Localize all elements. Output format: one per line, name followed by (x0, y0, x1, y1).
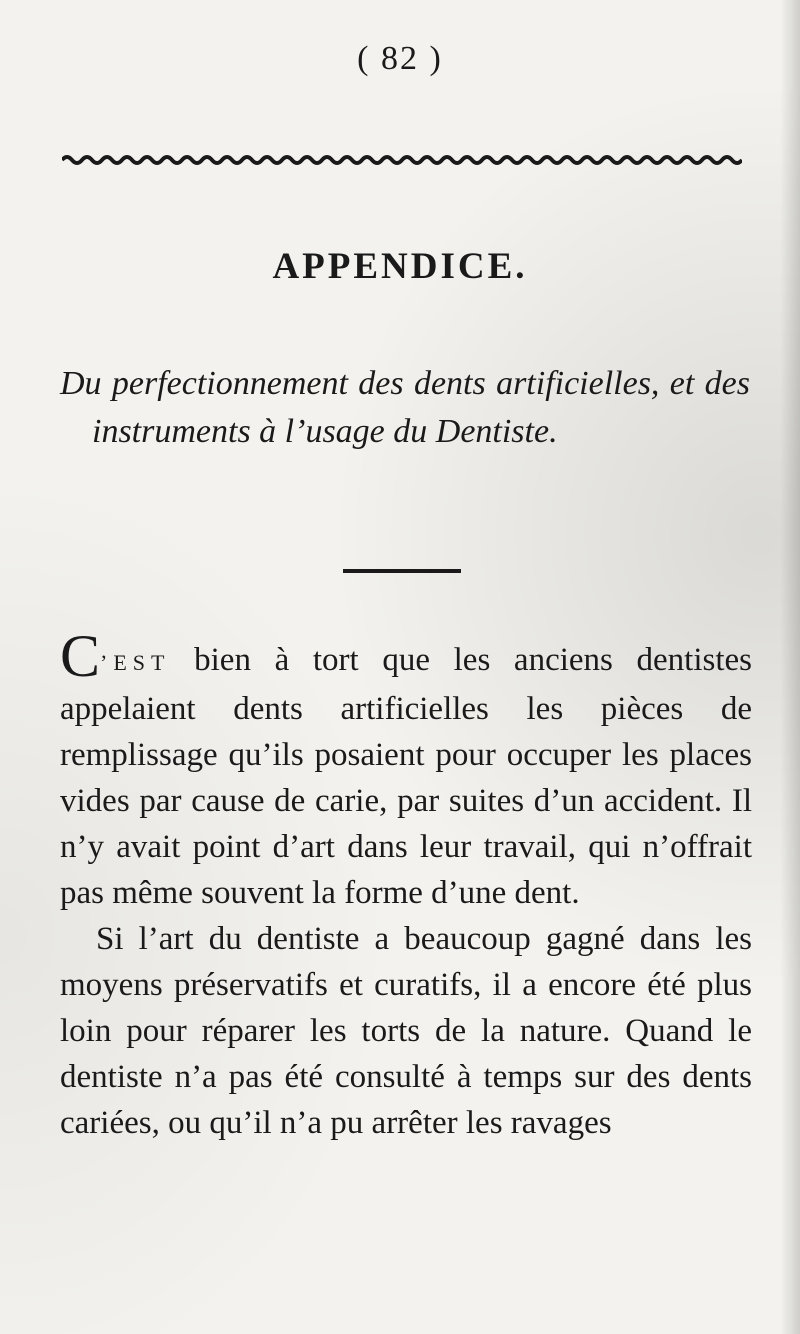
paragraph-1 (60, 623, 752, 916)
short-rule (343, 569, 461, 573)
subtitle-text: Du perfectionnement des dents artificielles, et des instruments à l’usage du Dentiste. (60, 365, 750, 450)
ornamental-rule (62, 150, 742, 170)
page-number: ( 82 ) (357, 40, 443, 77)
section-title: APPENDICE. (272, 246, 528, 287)
paragraph-1-text: bien à tort que les anciens dentistes appelaient dents artificielles les pièces de remplissage qu’ils posaient pour occuper les places vides par cause de carie, par suites d’un accident. Il n’y avait point d’art dans leur travail, qui n’offrait pas même souvent la forme d’une dent. (60, 642, 752, 911)
page-edge-shadow (780, 0, 800, 1334)
body-text (60, 623, 752, 1146)
paragraph-2: Si l’art du dentiste a beaucoup gagné dans les moyens préservatifs et curatifs, il a encore été plus loin pour réparer les torts de la nature. Quand le dentiste n’a pas été consulté à temps sur des dents cariées, ou qu’il n’a pu arrêter les ravages (60, 921, 752, 1141)
section-subtitle (60, 360, 750, 456)
initial-letter: C (60, 623, 101, 689)
initial-small-caps: ’EST (100, 650, 171, 675)
